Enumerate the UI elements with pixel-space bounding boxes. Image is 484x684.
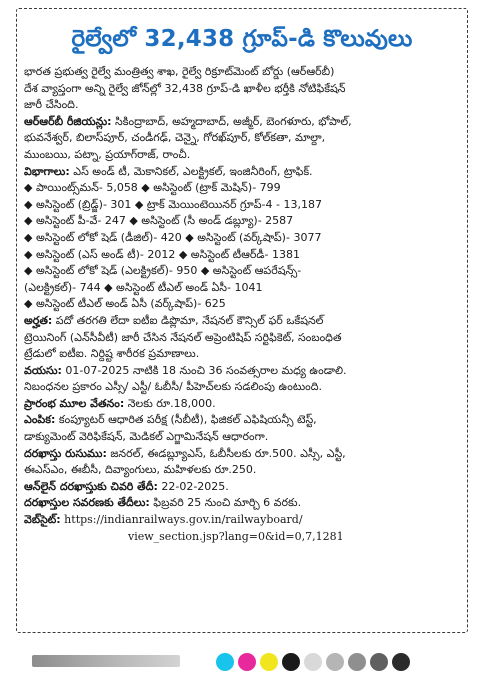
posts-line: ◆ అసిస్టెంట్ (ఎస్ అండ్ టీ)- 2012 ◆ అసిస్టెంట్ టీఆర్‌డీ- 1381 (24, 247, 301, 261)
regions-line: ముంబయి, పట్నా, ప్రయాగ్‌రాజ్, రాంచీ. (24, 147, 191, 161)
selection-text: కంప్యూటర్ ఆధారిత పరీక్ష (సీబీటీ), ఫిజికల్ ఎఫిషియన్సీ టెస్ట్, (55, 413, 317, 427)
eligibility-paragraph (24, 313, 460, 363)
color-dot (304, 653, 322, 671)
website-url-part1: https://indianrailways.gov.in/railwayboard/ (60, 513, 303, 527)
posts-line: ◆ అసిస్టెంట్ టీఎల్ అండ్ ఏసీ (వర్క్‌షాప్)- 625 (24, 297, 226, 311)
salary-paragraph (24, 396, 460, 413)
regions-text: సికింద్రాబాద్, అహ్మదాబాద్, అజ్మీర్, బెంగళూరు, భోపాల్, (111, 114, 352, 128)
posts-line: ◆ అసిస్టెంట్ (బ్రిడ్జ్)- 301 ◆ ట్రాక్ మెయింటెయినర్ గ్రూప్-4 - 13,187 (24, 197, 322, 211)
regions-paragraph (24, 114, 460, 164)
website-paragraph (24, 512, 460, 545)
selection-paragraph (24, 412, 460, 445)
article-body (24, 64, 460, 545)
color-dot (282, 653, 300, 671)
fee-label: దరఖాస్తు రుసుము: (24, 446, 107, 460)
correction-label: దరఖాస్తుల సవరణకు తేదీలు: (24, 496, 150, 510)
posts-line: ◆ అసిస్టెంట్ లోకో షెడ్ (డీజిల్)- 420 ◆ అసిస్టెంట్ (వర్క్‌షాప్)- 3077 (24, 230, 322, 244)
color-dot (348, 653, 366, 671)
posts-line: ◆ అసిస్టెంట్ పీ-వే- 247 ◆ అసిస్టెంట్ (సీ అండ్ డబ్ల్యూ)- 2587 (24, 214, 294, 228)
color-dot (260, 653, 278, 671)
eligibility-label: అర్హత: (24, 313, 53, 327)
age-text: 01-07-2025 నాటికి 18 నుంచి 36 సంవత్సరాల మధ్య ఉండాలి. (61, 363, 347, 377)
posts-list (24, 180, 460, 313)
eligibility-line: ట్రెయినింగ్ (ఎన్‌సీవీటీ) జారీ చేసిన నేషనల్ అప్రెంటిషిప్ సర్టిఫికెట్, సంబంధిత (24, 330, 342, 344)
correction-paragraph (24, 495, 460, 512)
last-date-paragraph (24, 479, 460, 496)
salary-text: నెలకు రూ.18,000. (124, 396, 216, 410)
website-label: వెబ్‌సైట్: (24, 513, 61, 527)
salary-label: ప్రారంభ మూల వేతనం: (24, 396, 125, 410)
last-date-label: ఆన్‌లైన్ దరఖాస్తుకు చివరి తేదీ: (24, 479, 158, 493)
posts-line: (ఎలక్ట్రికల్)- 744 ◆ అసిస్టెంట్ టీఎల్ అండ్ ఏసీ- 1041 (24, 280, 263, 294)
color-dot (216, 653, 234, 671)
departments-text: ఎస్ అండ్ టీ, మెకానికల్, ఎలక్ట్రికల్, ఇంజినీరింగ్, ట్రాఫిక్. (69, 164, 313, 178)
color-dot (238, 653, 256, 671)
eligibility-text: పదో తరగతి లేదా ఐటీఐ డిప్లొమా, నేషనల్ కౌన్సిల్ ఫర్ ఒకేషనల్ (52, 313, 324, 327)
age-paragraph (24, 363, 460, 396)
color-dot (392, 653, 410, 671)
intro-paragraph (24, 64, 460, 114)
age-label: వయసు: (24, 363, 62, 377)
color-registration-dots (216, 653, 410, 671)
fee-text: జనరల్, ఈడబ్ల్యూఎస్, ఓబీసీలకు రూ.500. ఎస్సీ, ఎస్టీ, (106, 446, 346, 460)
fee-paragraph (24, 446, 460, 479)
correction-text: ఫిబ్రవరి 25 నుంచి మార్చి 6 వరకు. (149, 496, 302, 510)
gray-print-bar (32, 655, 180, 667)
regions-line: భువనేశ్వర్, బిలాస్‌పూర్, చండీగఢ్, చెన్నై, గోరఖ్‌పూర్, కోల్‌కతా, మాల్దా, (24, 131, 326, 145)
age-line: నిబంధనల ప్రకారం ఎస్సీ/ ఎస్టీ/ ఓబీసీ/ పీహెచ్‌లకు సడలింపు ఉంటుంది. (24, 380, 322, 394)
selection-label: ఎంపిక: (24, 413, 56, 427)
intro-line: జారీ చేసింది. (24, 98, 79, 112)
posts-line: ◆ అసిస్టెంట్ లోకో షెడ్ (ఎలక్ట్రికల్)- 950 ◆ అసిస్టెంట్ ఆపరేషన్స్- (24, 264, 302, 278)
eligibility-line: ట్రేడులో ఐటీఐ. నిర్దిష్ట శారీరక ప్రమాణాలు. (24, 347, 200, 361)
departments-paragraph (24, 164, 460, 181)
website-url-part2: view_section.jsp?lang=0&id=0,7,1281 (128, 529, 344, 543)
color-dot (370, 653, 388, 671)
color-dot (326, 653, 344, 671)
intro-line: దేశ వ్యాప్తంగా అన్ని రైల్వే జోన్‌ల్లో 32,438 గ్రూప్-డి ఖాళీల భర్తీకి నోటిఫికేషన్ (24, 81, 346, 95)
last-date-text: 22-02-2025. (157, 479, 229, 493)
regions-label: ఆర్‌ఆర్‌బీ రీజియన్లు: (24, 114, 112, 128)
headline: రైల్వేలో 32,438 గ్రూప్-డి కొలువులు (71, 26, 413, 52)
posts-line: ◆ పాయింట్స్‌మన్- 5,058 ◆ అసిస్టెంట్ (ట్రాక్ మెషిన్)- 799 (24, 181, 281, 195)
selection-line: డాక్యుమెంట్ వెరిఫికేషన్, మెడికల్ ఎగ్జామినేషన్ ఆధారంగా. (24, 430, 269, 444)
intro-line: భారత ప్రభుత్వ రైల్వే మంత్రిత్వ శాఖ, రైల్వే రిక్రూట్‌మెంట్ బోర్డు (ఆర్‌ఆర్‌బీ) (24, 65, 335, 78)
departments-label: విభాగాలు: (24, 164, 70, 178)
fee-line: ఈఎస్‌ఎం, ఈబీసీ, దివ్యాంగులు, మహిళలకు రూ.250. (24, 463, 257, 477)
